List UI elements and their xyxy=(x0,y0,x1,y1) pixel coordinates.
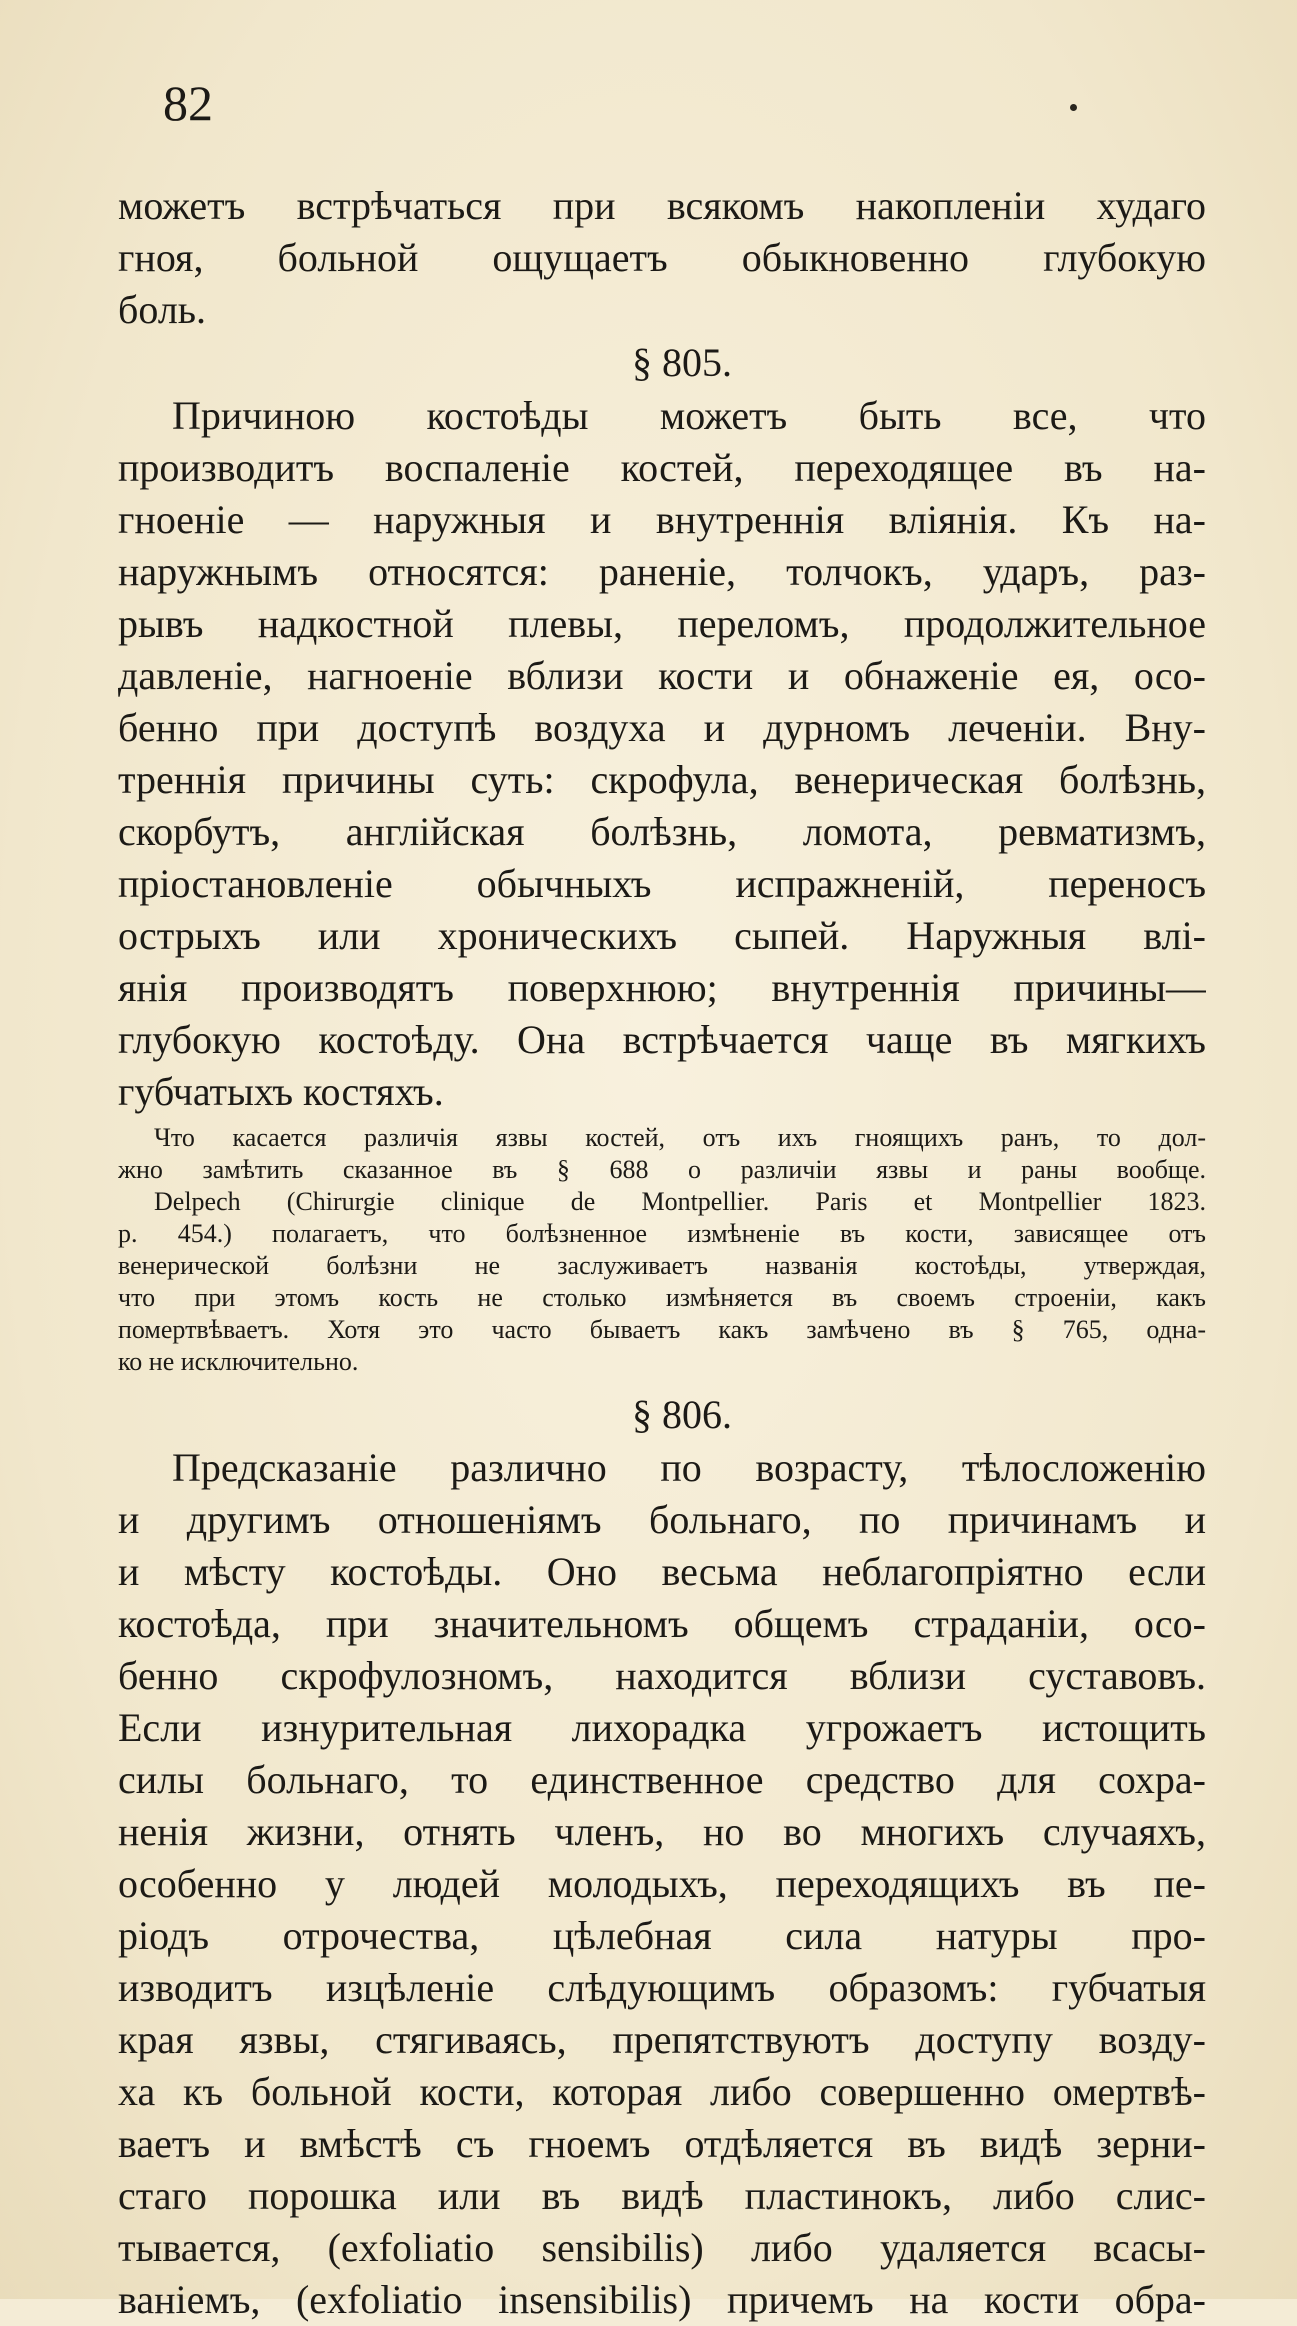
text-line: силы больнаго, то единственное средство для сохра- xyxy=(118,1757,1206,1802)
text-line: давленіе, нагноеніе вблизи кости и обнаженіе ея, осо- xyxy=(118,653,1206,698)
text-line: янія производятъ поверхнюю; внутреннія причины— xyxy=(118,965,1206,1010)
page-number: 82 xyxy=(163,75,213,131)
text-line: глубокую костоѣду. Она встрѣчается чаще въ мягкихъ xyxy=(118,1017,1206,1062)
text-line: ваетъ и вмѣстѣ съ гноемъ отдѣляется въ видѣ зерни- xyxy=(118,2121,1206,2166)
note-line: ко не исключительно. xyxy=(118,1347,359,1376)
text-line: треннія причины суть: скрофула, венерическая болѣзнь, xyxy=(118,757,1206,802)
note-line: p. 454.) полагаетъ, что болѣзненное измѣненіе въ кости, зависящее отъ xyxy=(118,1219,1206,1248)
section-heading-806: § 806. xyxy=(632,1392,732,1437)
text-line: Причиною костоѣды можетъ быть все, что xyxy=(172,393,1206,438)
page-text xyxy=(118,180,1206,2326)
note-line: помертвѣваетъ. Хотя это часто бываетъ какъ замѣчено въ § 765, одна- xyxy=(118,1315,1206,1344)
text-line: и мѣсту костоѣды. Оно весьма неблагопріятно если xyxy=(118,1549,1206,1594)
text-line: края язвы, стягиваясь, препятствуютъ доступу возду- xyxy=(118,2017,1206,2062)
text-line: боль. xyxy=(118,287,207,332)
text-line: Если изнурительная лихорадка угрожаетъ истощить xyxy=(118,1705,1206,1750)
text-line: бенно при доступѣ воздуха и дурномъ леченіи. Вну- xyxy=(118,705,1206,750)
text-line: гноя, больной ощущаетъ обыкновенно глубокую xyxy=(118,235,1206,280)
text-line: скорбутъ, англійская болѣзнь, ломота, ревматизмъ, xyxy=(118,809,1206,854)
text-line: изводитъ изцѣленіе слѣдующимъ образомъ: губчатыя xyxy=(118,1965,1206,2010)
text-line: губчатыхъ костяхъ. xyxy=(118,1069,444,1114)
note-line: что при этомъ кость не столько измѣняется въ своемъ строеніи, какъ xyxy=(118,1283,1206,1312)
note-line: Delpech (Chirurgie clinique de Montpellier. Paris et Montpellier 1823. xyxy=(154,1187,1206,1216)
text-line: рывъ надкостной плевы, переломъ, продолжительное xyxy=(118,601,1206,646)
note-line: венерической болѣзни не заслуживаетъ названія костоѣды, утверждая, xyxy=(118,1251,1206,1280)
text-line: и другимъ отношеніямъ больнаго, по причинамъ и xyxy=(118,1497,1206,1542)
text-line: ваніемъ, (exfoliatio insensibilis) причемъ на кости обра- xyxy=(118,2277,1206,2322)
text-line: ха къ больной кости, которая либо совершенно омертвѣ- xyxy=(118,2069,1206,2114)
text-line: производитъ воспаленіе костей, переходящее въ на- xyxy=(118,445,1206,490)
section-heading-805: § 805. xyxy=(632,340,732,385)
text-line: ріодъ отрочества, цѣлебная сила натуры про- xyxy=(118,1913,1206,1958)
text-line: острыхъ или хроническихъ сыпей. Наружныя влі- xyxy=(118,913,1206,958)
text-line: бенно скрофулозномъ, находится вблизи суставовъ. xyxy=(118,1653,1206,1698)
note-line: Что касается различія язвы костей, отъ ихъ гноящихъ ранъ, то дол- xyxy=(154,1123,1206,1152)
text-line: костоѣда, при значительномъ общемъ страданіи, осо- xyxy=(118,1601,1206,1646)
text-line: гноеніе — наружныя и внутреннія вліянія. Къ на- xyxy=(118,497,1206,542)
note-line: жно замѣтить сказанное въ § 688 о различіи язвы и раны вообще. xyxy=(118,1155,1206,1184)
text-line: можетъ встрѣчаться при всякомъ накопленіи худаго xyxy=(118,183,1206,228)
text-line: пріостановленіе обычныхъ испражненій, переносъ xyxy=(118,861,1206,906)
text-line: ненія жизни, отнять членъ, но во многихъ случаяхъ, xyxy=(118,1809,1206,1854)
text-line: наружнымъ относятся: раненіе, толчокъ, ударъ, раз- xyxy=(118,549,1206,594)
text-line: особенно у людей молодыхъ, переходящихъ въ пе- xyxy=(118,1861,1206,1906)
text-line: стаго порошка или въ видѣ пластинокъ, либо слис- xyxy=(118,2173,1206,2218)
text-line: тывается, (exfoliatio sensibilis) либо удаляется всасы- xyxy=(118,2225,1206,2270)
text-line: Предсказаніе различно по возрасту, тѣлосложенію xyxy=(172,1445,1206,1490)
ink-dot xyxy=(1070,104,1077,111)
